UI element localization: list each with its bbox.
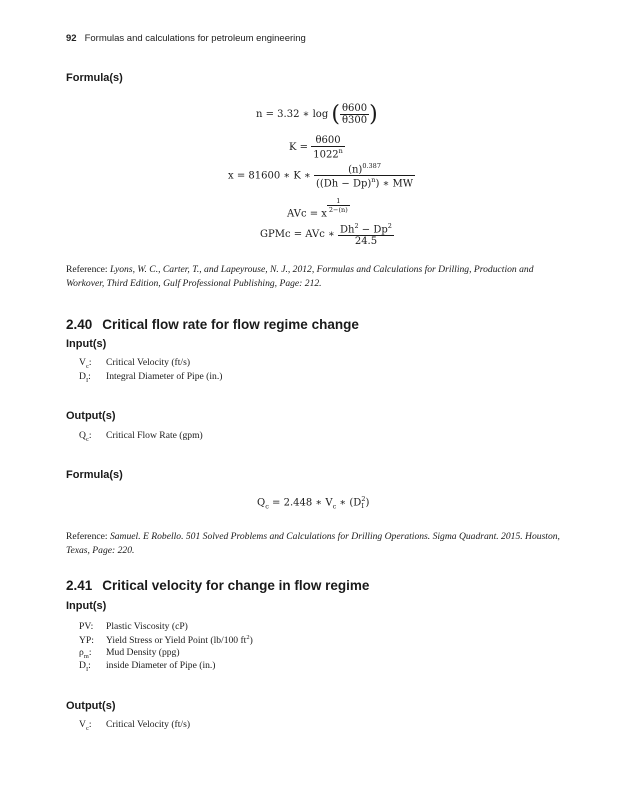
equation-avc: AVc = x $\frac{1}{2-(n)}$ <box>287 197 348 220</box>
formulas-heading: Formula(s) <box>66 469 123 481</box>
definition-item: PV: Plastic Viscosity (cP) <box>79 621 188 632</box>
definition-item: $D_I$: Integral Diameter of Pipe (in.) <box>79 371 223 384</box>
page-number: 92 <box>66 33 77 44</box>
formulas-heading: Formula(s) <box>66 72 123 84</box>
inputs-heading: Input(s) <box>66 338 107 350</box>
reference-top: Reference: Lyons, W. C., Carter, T., and Lapeyrouse, N. J., 2012, Formulas and Calculations for Drilling, Production and Workover, Third Edition, Gulf Professional Publishing, Page: 212. <box>66 264 534 289</box>
section-2-41-heading: 2.41 Critical velocity for change in flow regime <box>66 578 370 593</box>
definition-item: $Q_c$: Critical Flow Rate (gpm) <box>79 430 203 443</box>
definition-item: YP: Yield Stress or Yield Point (lb/100 $ft^2$) <box>79 634 253 647</box>
definition-item: $D_I$: inside Diameter of Pipe (in.) <box>79 660 216 673</box>
running-title: Formulas and calculations for petroleum engineering <box>84 33 306 44</box>
inputs-heading: Input(s) <box>66 600 107 612</box>
outputs-heading: Output(s) <box>66 410 116 422</box>
section-2-40-heading: 2.40 Critical flow rate for flow regime change <box>66 317 359 332</box>
outputs-heading: Output(s) <box>66 700 116 712</box>
reference-2-40: Reference: Samuel. E Robello. 501 Solved Problems and Calculations for Drilling Operations. Sigma Quadrant. 2015. Houston, Texas, Page: 220. <box>66 531 560 556</box>
equation-k: K = $\frac{\theta 600}{1022^n}$ <box>289 135 343 161</box>
equation-qc: $Q_c = 2.448$ ∗ $V_c$ ∗ (D 2 I ) <box>257 495 370 511</box>
running-header <box>66 33 306 44</box>
definition-item: $\rho_m$: Mud Density (ppg) <box>79 647 180 660</box>
equation-x: x = 81600 ∗ K ∗ $\frac{(n)^{0.387}}{((Dh - Dp)^n) ∗ MW}$ <box>228 162 414 190</box>
definition-item: $V_c$: Critical Velocity (ft/s) <box>79 357 191 370</box>
equation-gpmc: GPMc = AVc ∗ $\frac{Dh^2 - Dp^2}{24.5}$ <box>260 222 392 248</box>
equation-n: n = 3.32 ∗ log ( $\frac{\theta 600}{\theta 300}$ ) <box>256 102 378 127</box>
definition-item: $V_c$: Critical Velocity (ft/s) <box>79 719 191 732</box>
